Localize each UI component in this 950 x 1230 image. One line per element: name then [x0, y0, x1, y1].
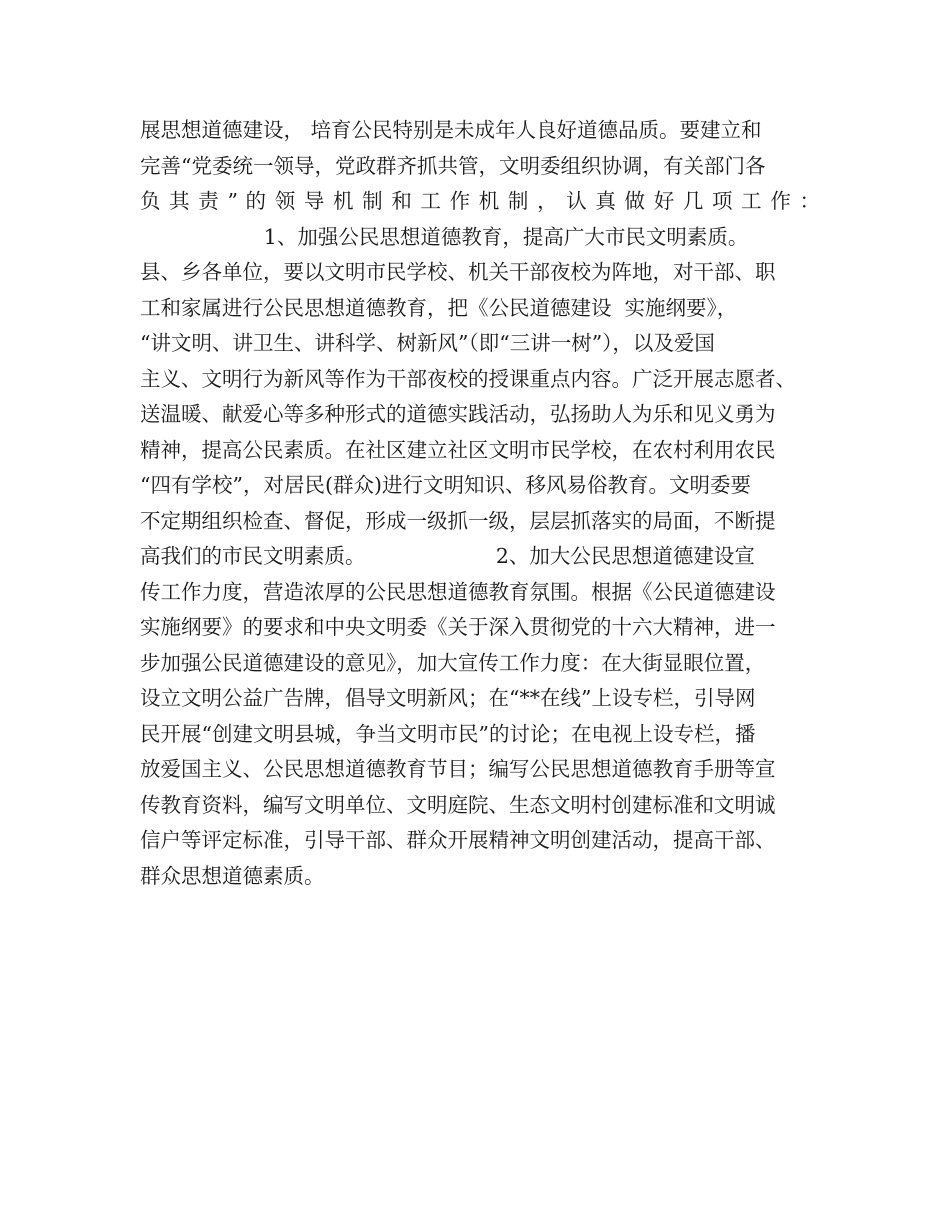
text-line: 不定期组织检查、督促，形成一级抓一级，层层抓落实的局面，不断提	[140, 508, 776, 533]
text-line: 工和家属进行公民思想道德教育，把《公民道德建设 实施纲要》，	[140, 295, 738, 320]
text-line: 实施纲要》的要求和中央文明委《关于深入贯彻党的十六大精神，进一	[140, 615, 776, 639]
text-line: 高我们的市民文明素质。 2、加大公民思想道德建设宣	[140, 544, 755, 568]
text-line: 信户等评定标准，引导干部、群众开展精神文明创建活动，提高干部、	[140, 828, 776, 852]
text-line: 主义、文明行为新风等作为干部夜校的授课重点内容。广泛开展志愿者、	[140, 366, 796, 391]
text-line: 群众思想道德素质。	[140, 863, 325, 888]
text-line: 送温暖、献爱心等多种形式的道德实践活动，弘扬助人为乐和见义勇为	[140, 402, 776, 426]
text-line: 精神，提高公民素质。在社区建立社区文明市民学校，在农村利用农民	[140, 437, 776, 462]
text-line: 1、加强公民思想道德教育，提高广大市民文明素质。	[140, 224, 749, 249]
text-line: 传工作力度，营造浓厚的公民思想道德教育氛围。根据《公民道德建设	[140, 579, 776, 604]
text-line: 负 其 责 ” 的 领 导 机 制 和 工 作 机 制 ， 认 真 做 好 几 项 工 作 ：	[140, 189, 820, 213]
text-line: 传教育资料，编写文明单位、文明庭院、生态文明村创建标准和文明诚	[140, 792, 776, 817]
body-text	[140, 113, 820, 894]
text-line: 县、乡各单位，要以文明市民学校、机关干部夜校为阵地，对干部、职	[140, 260, 776, 284]
text-line: “讲文明、讲卫生、讲科学、树新风”（即“三讲一树”），以及爱国	[140, 331, 715, 355]
text-line: “四有学校”，对居民(群众)进行文明知识、移风易俗教育。文明委要	[140, 473, 751, 497]
text-line: 展思想道德建设， 培育公民特别是未成年人良好道德品质。要建立和	[140, 118, 762, 142]
text-line: 完善“党委统一领导，党政群齐抓共管，文明委组织协调，有关部门各	[140, 153, 766, 178]
text-line: 设立文明公益广告牌，倡导文明新风；在“**在线”上设专栏，引导网	[140, 686, 756, 710]
text-line: 民开展“创建文明县城，争当文明市民”的讨论；在电视上设专栏，播	[140, 721, 756, 746]
text-line: 步加强公民道德建设的意见》，加大宣传工作力度：在大街显眼位置，	[140, 650, 766, 675]
text-line: 放爱国主义、公民思想道德教育节目；编写公民思想道德教育手册等宣	[140, 757, 776, 781]
